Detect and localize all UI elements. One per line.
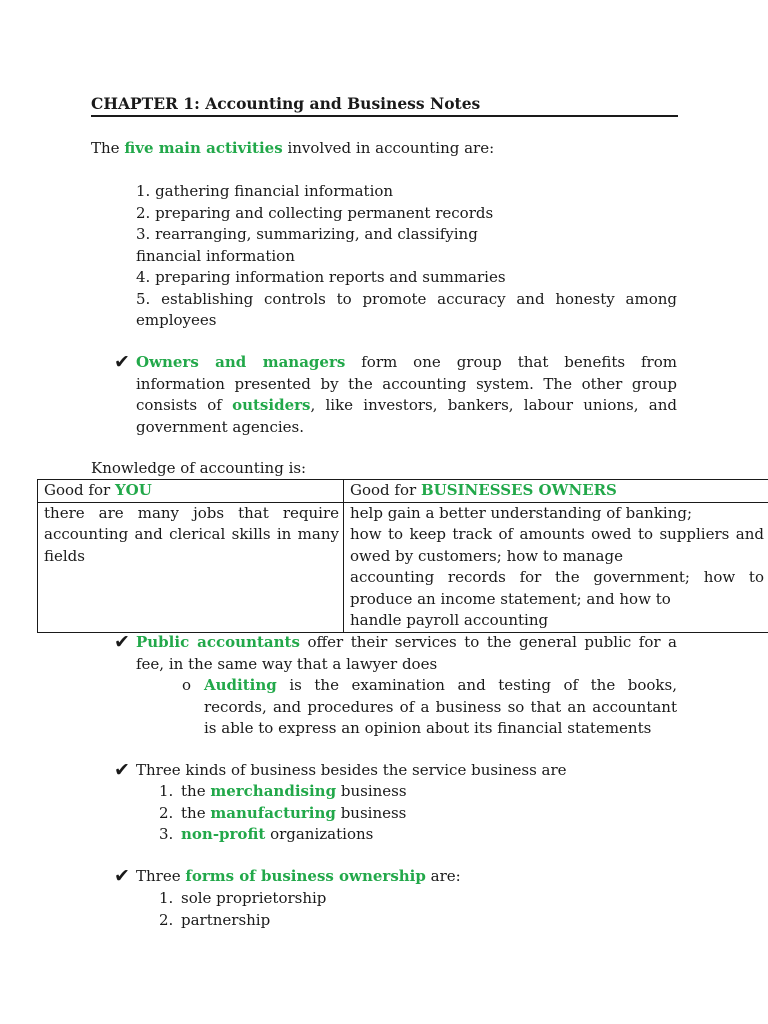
forms-post: are: — [430, 867, 461, 885]
checkmark-icon: ✔ — [114, 865, 130, 887]
col2-line: how to keep track of amounts owed to suppliers and owed by customers; how to manage — [350, 525, 764, 565]
col1-header-pre: Good for — [44, 481, 111, 499]
forms-highlight: forms of business ownership — [185, 867, 426, 885]
checkmark-icon: ✔ — [114, 759, 130, 781]
col1-header-highlight: YOU — [114, 481, 152, 499]
col1-body: there are many jobs that require accounting and clerical skills in many fields — [38, 502, 344, 632]
list-item: 2. partnership — [159, 910, 271, 929]
col2-header-pre: Good for — [350, 481, 417, 499]
auditing-highlight: Auditing — [204, 676, 277, 694]
auditing-paragraph — [204, 675, 677, 740]
sub-bullet-marker: o — [182, 676, 192, 694]
forms-list — [159, 888, 326, 931]
owners-text: form one group that benefits from information presented by the accounting system. The other group consists of — [136, 353, 677, 414]
col2-header-highlight: BUSINESSES OWNERS — [420, 481, 617, 499]
forms-line — [136, 866, 461, 888]
checkmark-icon: ✔ — [114, 351, 130, 373]
intro-pre: The — [91, 139, 120, 157]
table-header-row — [38, 480, 768, 503]
kinds-list — [159, 781, 407, 846]
activity-item: 5. establishing controls to promote accuracy and honesty among employees — [136, 289, 677, 329]
public-highlight: Public accountants — [136, 633, 300, 651]
owners-text-2: , like investors, bankers, labour unions, and government agencies. — [136, 396, 677, 436]
col2-line: handle payroll accounting — [350, 611, 549, 629]
list-item: 2. the manufacturing business — [159, 803, 407, 822]
intro-post: involved in accounting are: — [287, 139, 495, 157]
knowledge-table — [37, 479, 768, 633]
owners-paragraph — [136, 352, 677, 438]
knowledge-label: Knowledge of accounting is: — [91, 459, 307, 477]
activity-item: 4. preparing information reports and summaries — [136, 268, 506, 286]
intro-highlight: five main activities — [124, 139, 283, 157]
activity-item: financial information — [136, 246, 295, 265]
col2-header — [344, 480, 768, 503]
owners-highlight: Owners and managers — [136, 353, 346, 371]
public-text: offer their services to the general public for a fee, in the same way that a lawyer does — [136, 633, 678, 673]
activity-item: 1. gathering financial information — [136, 182, 394, 200]
table-row — [38, 502, 768, 632]
list-item: 1. the merchandising business — [159, 782, 407, 800]
list-item: 3. non-profit organizations — [159, 825, 374, 843]
outsiders-highlight: outsiders — [232, 396, 311, 414]
list-item: 1. sole proprietorship — [159, 889, 327, 907]
kinds-text: Three kinds of business besides the service business are — [136, 761, 567, 779]
col1-header — [38, 480, 344, 503]
intro-line — [91, 138, 494, 160]
checkmark-icon: ✔ — [114, 631, 130, 653]
forms-pre: Three — [136, 867, 181, 885]
col2-body — [344, 502, 768, 632]
auditing-text: is the examination and testing of the books, records, and procedures of a business so that an accountant is able to express an opinion about its financial statements — [204, 676, 677, 737]
page-title: CHAPTER 1: Accounting and Business Notes — [91, 94, 678, 117]
activities-list — [136, 181, 677, 332]
activity-item: 2. preparing and collecting permanent records — [136, 203, 494, 222]
col2-line: help gain a better understanding of banking; — [350, 503, 693, 522]
col2-line: accounting records for the government; how to produce an income statement; and how to — [350, 568, 764, 608]
activity-item: 3. rearranging, summarizing, and classifying — [136, 225, 478, 243]
public-paragraph — [136, 632, 677, 675]
